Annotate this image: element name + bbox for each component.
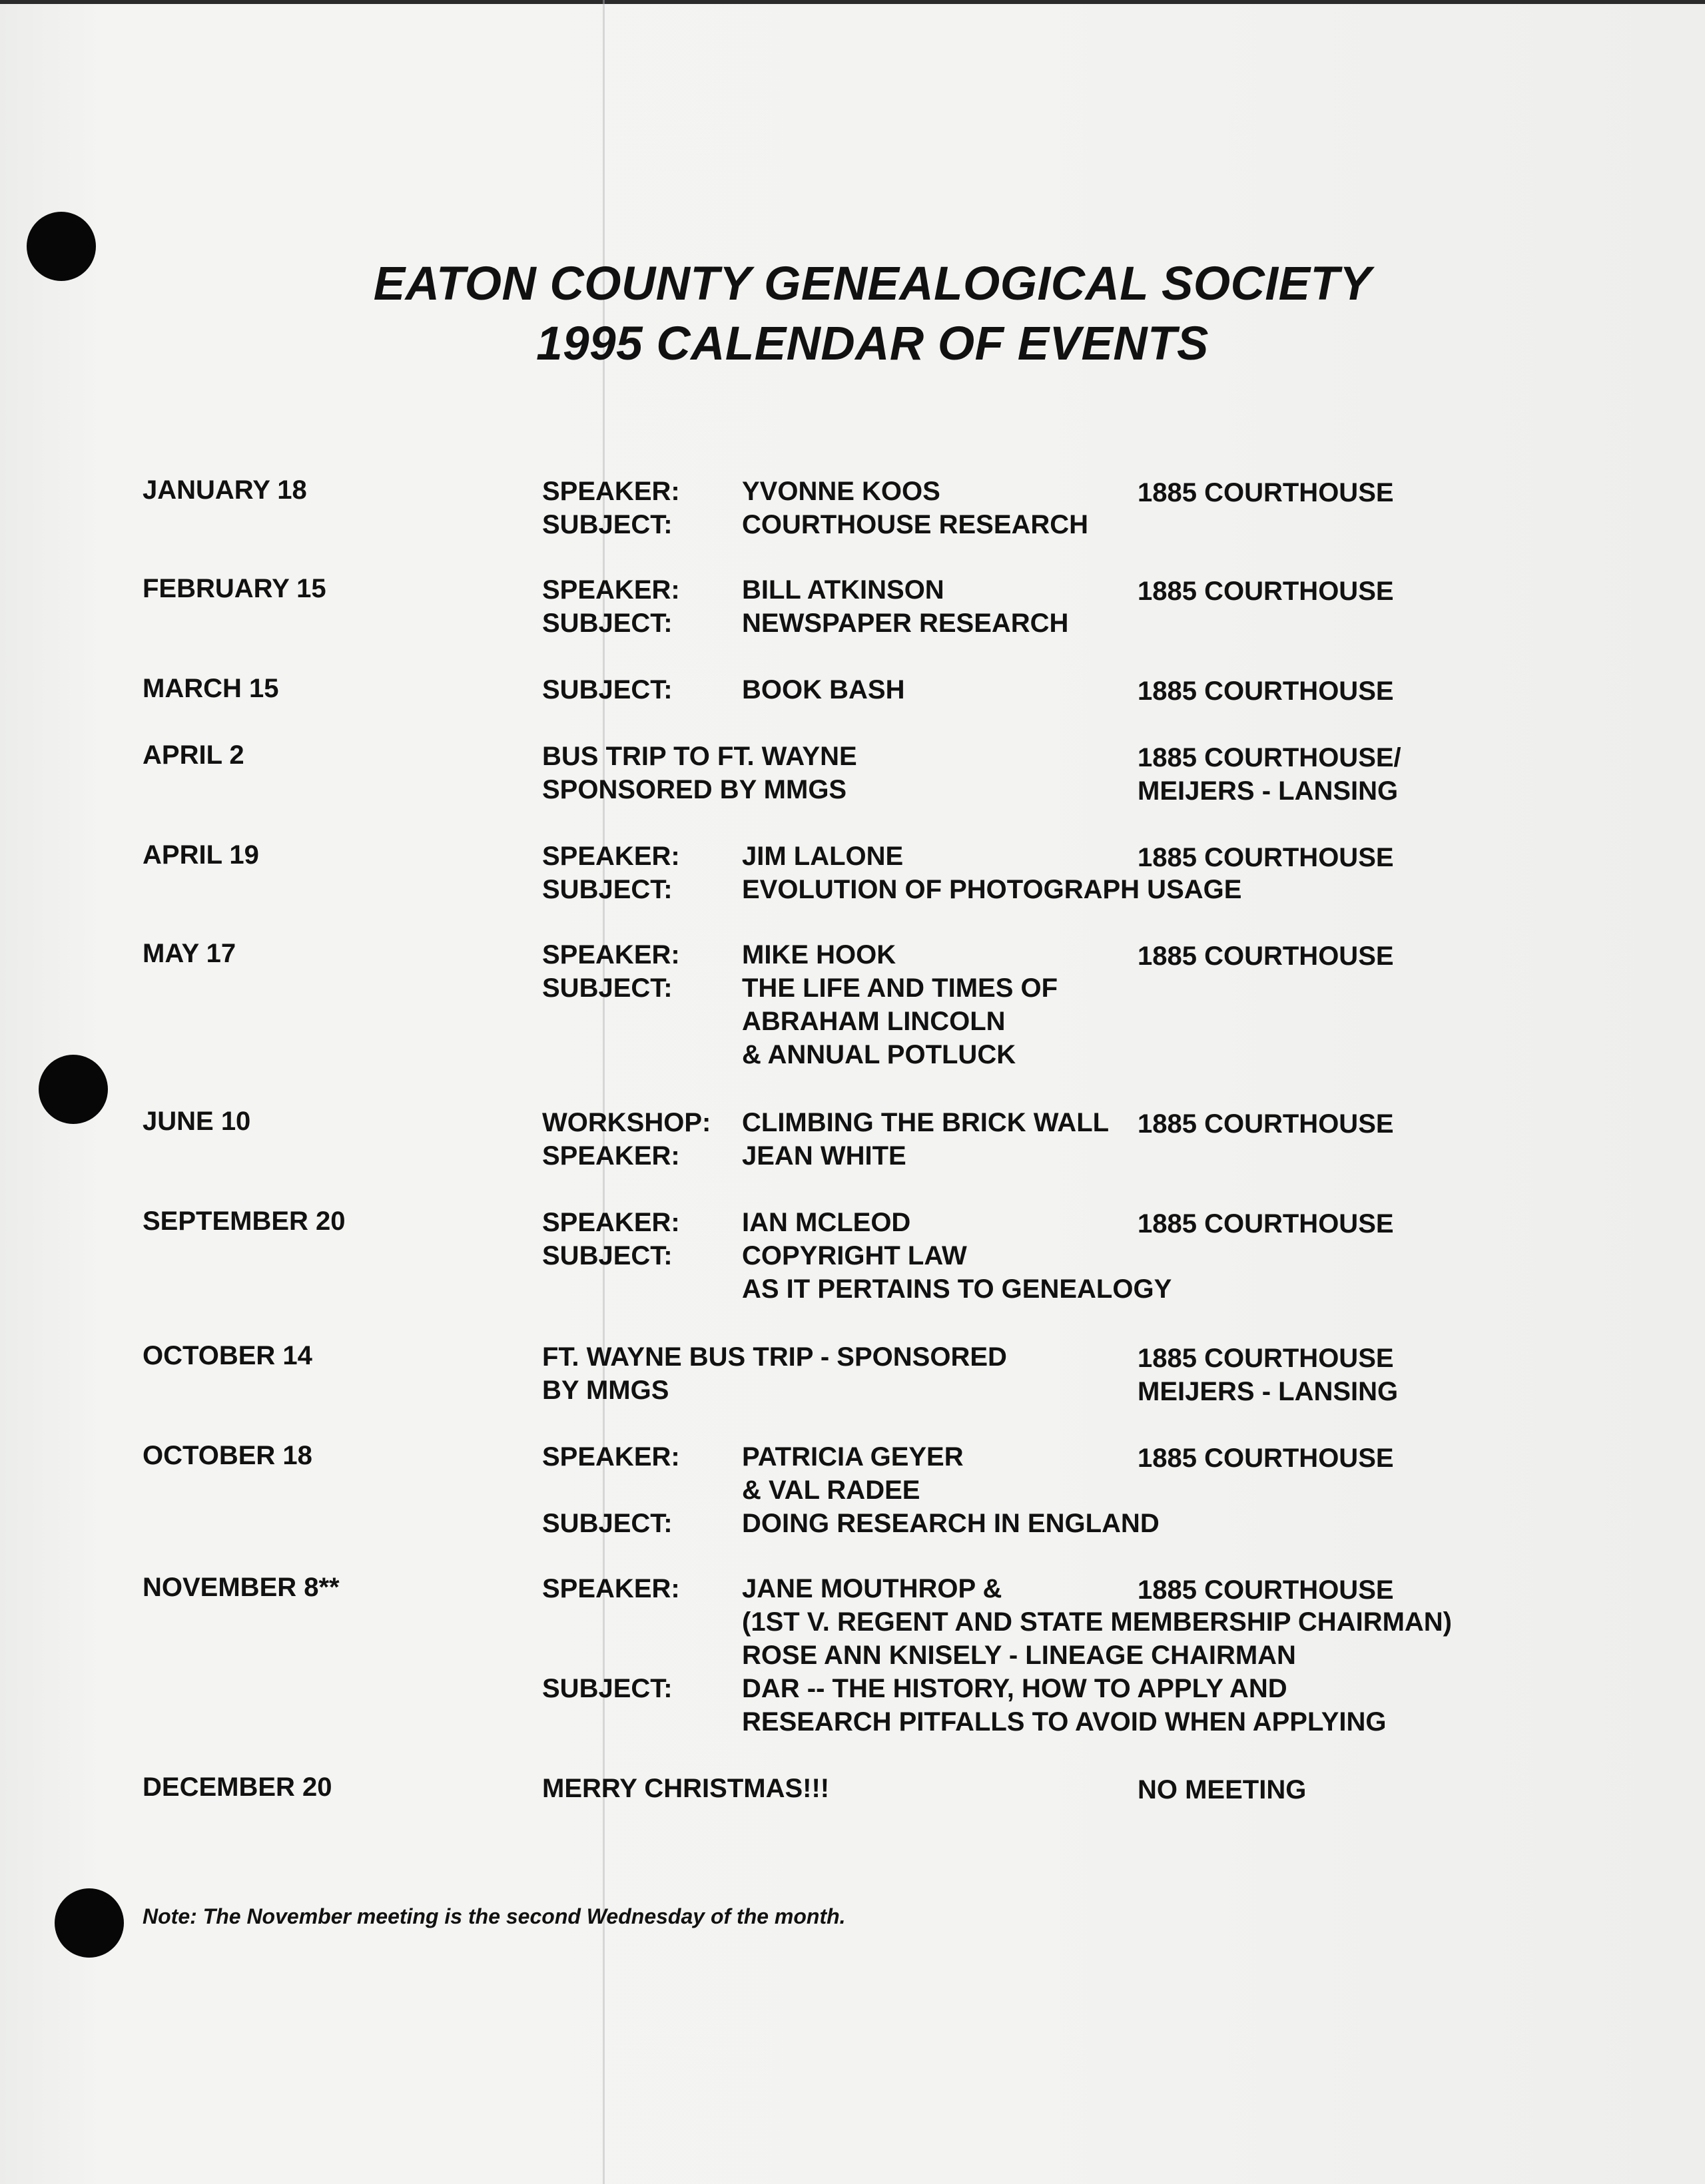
event-description: BUS TRIP TO FT. WAYNE: [542, 742, 857, 771]
event-date: SEPTEMBER 20: [143, 1207, 346, 1236]
event-detail: BOOK BASH: [742, 675, 905, 704]
event-detail: YVONNE KOOS: [742, 477, 940, 506]
event-date: JANUARY 18: [143, 475, 307, 505]
event-label: SPEAKER:: [542, 477, 680, 506]
footnote: Note: The November meeting is the second Wednesday of the month.: [143, 1904, 846, 1928]
event-description: FT. WAYNE BUS TRIP - SPONSORED: [542, 1342, 1007, 1372]
event-detail: JEAN WHITE: [742, 1141, 906, 1171]
event-detail: ABRAHAM LINCOLN: [742, 1007, 1006, 1036]
event-label: SUBJECT:: [542, 675, 673, 704]
event-detail: BILL ATKINSON: [742, 575, 944, 605]
punch-hole-middle: [39, 1055, 108, 1124]
event-detail: & ANNUAL POTLUCK: [742, 1040, 1016, 1069]
event-date: FEBRUARY 15: [143, 574, 326, 603]
event-label: SPEAKER:: [542, 1574, 680, 1603]
event-location: 1885 COURTHOUSE: [1138, 478, 1394, 507]
event-detail: CLIMBING THE BRICK WALL: [742, 1108, 1110, 1137]
event-detail: MIKE HOOK: [742, 940, 896, 969]
scan-top-edge: [0, 0, 1705, 4]
event-label: SPEAKER:: [542, 1208, 680, 1237]
event-label: SPEAKER:: [542, 1442, 680, 1472]
event-location: 1885 COURTHOUSE: [1138, 1444, 1394, 1473]
event-detail: NEWSPAPER RESEARCH: [742, 609, 1069, 638]
event-label: SUBJECT:: [542, 1509, 673, 1538]
event-date: DECEMBER 20: [143, 1773, 332, 1802]
page-title: EATON COUNTY GENEALOGICAL SOCIETY: [373, 258, 1372, 310]
event-description: MERRY CHRISTMAS!!!: [542, 1774, 830, 1803]
event-location: 1885 COURTHOUSE: [1138, 1575, 1394, 1605]
event-location: MEIJERS - LANSING: [1138, 776, 1399, 806]
event-date: APRIL 2: [143, 740, 244, 770]
event-location: NO MEETING: [1138, 1775, 1307, 1804]
event-detail: JIM LALONE: [742, 842, 904, 871]
event-detail: DOING RESEARCH IN ENGLAND: [742, 1509, 1160, 1538]
event-detail: RESEARCH PITFALLS TO AVOID WHEN APPLYING: [742, 1707, 1387, 1737]
event-detail: AS IT PERTAINS TO GENEALOGY: [742, 1274, 1172, 1304]
event-detail: COPYRIGHT LAW: [742, 1241, 967, 1270]
event-date: NOVEMBER 8**: [143, 1573, 340, 1602]
event-date: APRIL 19: [143, 840, 259, 870]
event-location: 1885 COURTHOUSE: [1138, 843, 1394, 872]
event-detail: THE LIFE AND TIMES OF: [742, 973, 1058, 1003]
event-description: SPONSORED BY MMGS: [542, 775, 847, 804]
event-detail: ROSE ANN KNISELY - LINEAGE CHAIRMAN: [742, 1641, 1296, 1670]
event-label: SPEAKER:: [542, 1141, 680, 1171]
event-label: SUBJECT:: [542, 973, 673, 1003]
punch-hole-bottom: [55, 1888, 124, 1958]
event-description: BY MMGS: [542, 1376, 669, 1405]
event-detail: COURTHOUSE RESEARCH: [742, 510, 1089, 539]
event-label: SUBJECT:: [542, 875, 673, 904]
event-date: JUNE 10: [143, 1107, 251, 1136]
event-location: 1885 COURTHOUSE/: [1138, 743, 1401, 772]
event-location: 1885 COURTHOUSE: [1138, 942, 1394, 971]
event-label: SUBJECT:: [542, 1241, 673, 1270]
event-date: OCTOBER 14: [143, 1341, 312, 1370]
event-label: SPEAKER:: [542, 940, 680, 969]
event-label: SUBJECT:: [542, 1674, 673, 1703]
event-date: OCTOBER 18: [143, 1441, 312, 1470]
event-label: WORKSHOP:: [542, 1108, 711, 1137]
event-label: SPEAKER:: [542, 575, 680, 605]
event-detail: EVOLUTION OF PHOTOGRAPH USAGE: [742, 875, 1242, 904]
event-label: SUBJECT:: [542, 510, 673, 539]
event-location: 1885 COURTHOUSE: [1138, 1209, 1394, 1238]
event-detail: PATRICIA GEYER: [742, 1442, 964, 1472]
event-label: SPEAKER:: [542, 842, 680, 871]
event-detail: DAR -- THE HISTORY, HOW TO APPLY AND: [742, 1674, 1287, 1703]
event-date: MARCH 15: [143, 674, 279, 703]
event-location: 1885 COURTHOUSE: [1138, 1109, 1394, 1139]
event-date: MAY 17: [143, 939, 236, 968]
event-detail: & VAL RADEE: [742, 1476, 920, 1505]
event-label: SUBJECT:: [542, 609, 673, 638]
event-detail: JANE MOUTHROP &: [742, 1574, 1002, 1603]
event-location: 1885 COURTHOUSE: [1138, 1344, 1394, 1373]
event-detail: (1ST V. REGENT AND STATE MEMBERSHIP CHAIRMAN): [742, 1607, 1452, 1637]
event-location: 1885 COURTHOUSE: [1138, 677, 1394, 706]
page-subtitle: 1995 CALENDAR OF EVENTS: [536, 318, 1209, 370]
event-location: 1885 COURTHOUSE: [1138, 577, 1394, 606]
event-location: MEIJERS - LANSING: [1138, 1377, 1399, 1406]
event-detail: IAN MCLEOD: [742, 1208, 911, 1237]
